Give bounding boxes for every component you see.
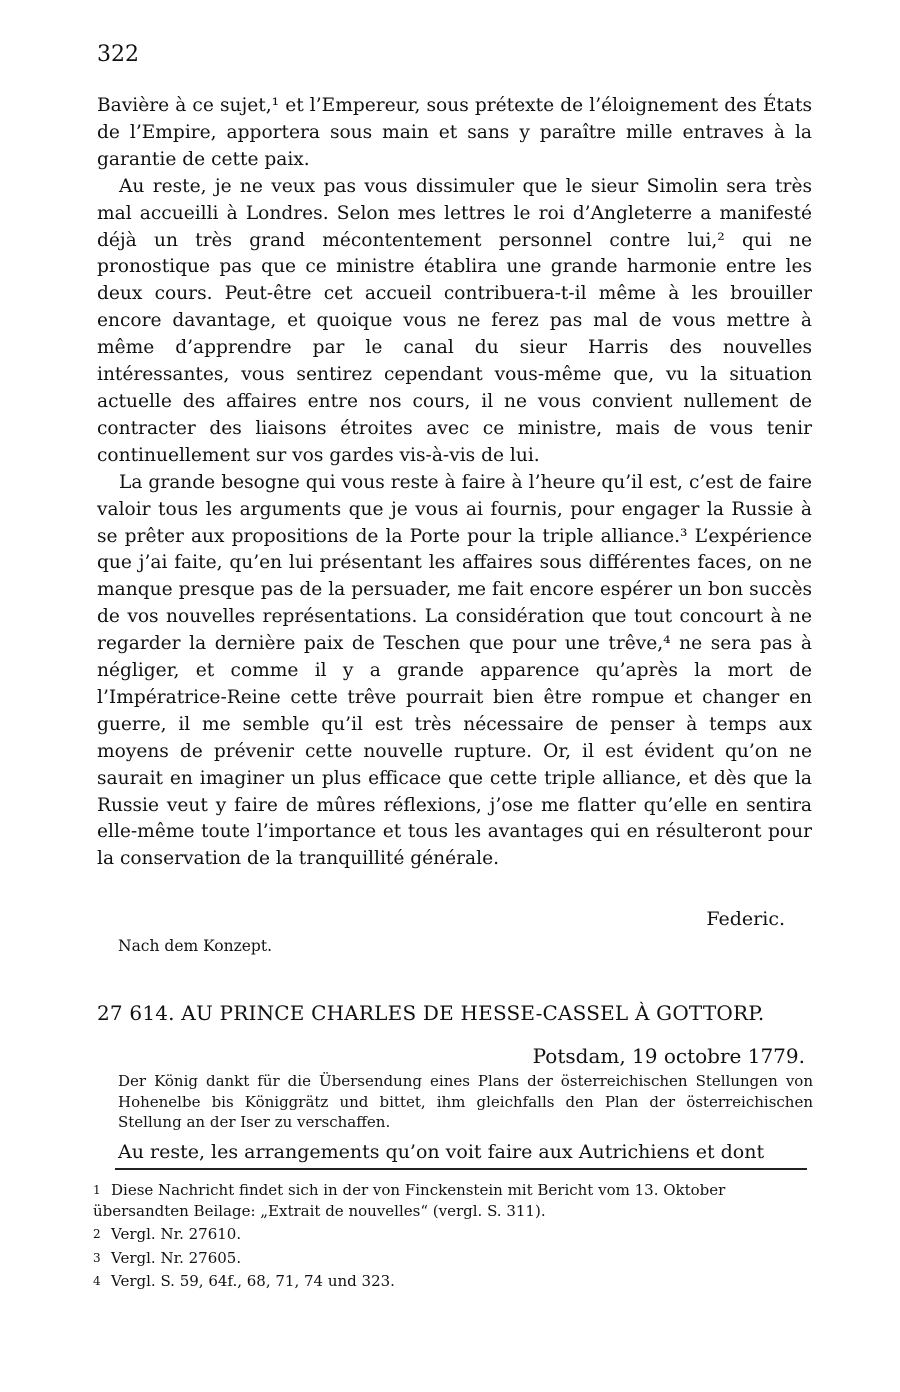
footnote-number: 2 — [93, 1227, 101, 1241]
footnote-text: Vergl. Nr. 27610. — [111, 1225, 242, 1243]
footnote-text: Diese Nachricht findet sich in der von Finckenstein mit Bericht vom 13. Oktober übersandten Beilage: „Extrait de nouvelles“ (vergl. S. 311). — [93, 1181, 726, 1220]
paragraph-1: Bavière à ce sujet,¹ et l’Empereur, sous prétexte de l’éloignement des États de l’Empire, apportera sous main et sans y paraître mille entraves à la garantie de cette paix. — [97, 95, 812, 170]
footnote-number: 3 — [93, 1250, 101, 1265]
footnote-4 — [93, 1271, 813, 1292]
footnote-divider — [115, 1168, 807, 1170]
source-note: Nach dem Konzept. — [118, 937, 273, 955]
footnote-text: Vergl. S. 59, 64f., 68, 71, 74 und 323. — [111, 1272, 395, 1290]
footnote-number: 4 — [93, 1274, 101, 1288]
page-number: 322 — [97, 42, 139, 67]
footnote-3 — [93, 1248, 813, 1269]
dateline: Potsdam, 19 octobre 1779. — [532, 1044, 805, 1068]
paragraph-3: La grande besogne qui vous reste à faire à l’heure qu’il est, c’est de faire valoir tous les arguments que je vous ai fournis, pour engager la Russie à se prêter aux propositions de la Porte pour la triple alliance.³ L’expérience que j’ai faite, qu’en lui présentant les affaires sous différentes faces, on ne manque presque pas de la persuader, me fait encore espérer un bon succès de vos nouvelles représentations. La considération que tout concourt à ne regarder la dernière paix de Teschen que pour une trêve,⁴ ne sera pas à négliger, et comme il y a grande apparence qu’après la mort de l’Impératrice-Reine cette trêve pourrait bien être rompue et changer en guerre, il me semble qu’il est très nécessaire de penser à temps aux moyens de prévenir cette nouvelle rupture. Or, il est évident qu’on ne saurait en imaginer un plus efficace que cette triple alliance, et dès que la Russie veut y faire de mûres réflexions, j’ose me flatter qu’elle en sentira elle-même toute l’importance et tous les avantages qui en résulteront pour la conservation de la tranquillité générale. — [97, 471, 812, 870]
footnote-number: 1 — [93, 1183, 101, 1197]
footnote-text: Vergl. Nr. 27605. — [111, 1248, 242, 1267]
footnote-1 — [93, 1180, 813, 1221]
footnotes — [93, 1180, 813, 1295]
letter-heading: 27 614. AU PRINCE CHARLES DE HESSE-CASSEL À GOTTORP. — [97, 1001, 765, 1025]
paragraph-2: Au reste, je ne veux pas vous dissimuler que le sieur Simolin sera très mal accueilli à Londres. Selon mes lettres le roi d’Angleterre a manifesté déjà un très grand mécontentement personnel contre lui,² qui ne pronostique pas que ce ministre établira une grande harmonie entre les deux cours. Peut-être cet accueil contribuera-t-il même à les brouiller encore davantage, et quoique vous ne ferez pas mal de vous mettre à même d’apprendre par le canal du sieur Harris des nouvelles intéressantes, vous sentirez cependant vous-même que, vu la situation actuelle des affaires entre nos cours, il ne vous convient nullement de contracter des liaisons étroites avec ce ministre, mais de vous tenir continuellement sur vos gardes vis-à-vis de lui. — [97, 175, 812, 466]
continued-text: Au reste, les arrangements qu’on voit faire aux Autrichiens et dont — [118, 1141, 765, 1163]
letter-summary: Der König dankt für die Übersendung eines Plans der österreichischen Stellungen von Hohenelbe bis Königgrätz und bittet, ihm gleichfalls den Plan der österreichischen Stellung an der Iser zu verschaffen. — [118, 1072, 813, 1131]
signature: Federic. — [706, 908, 785, 930]
letter-body — [97, 93, 812, 873]
footnote-2 — [93, 1224, 813, 1245]
